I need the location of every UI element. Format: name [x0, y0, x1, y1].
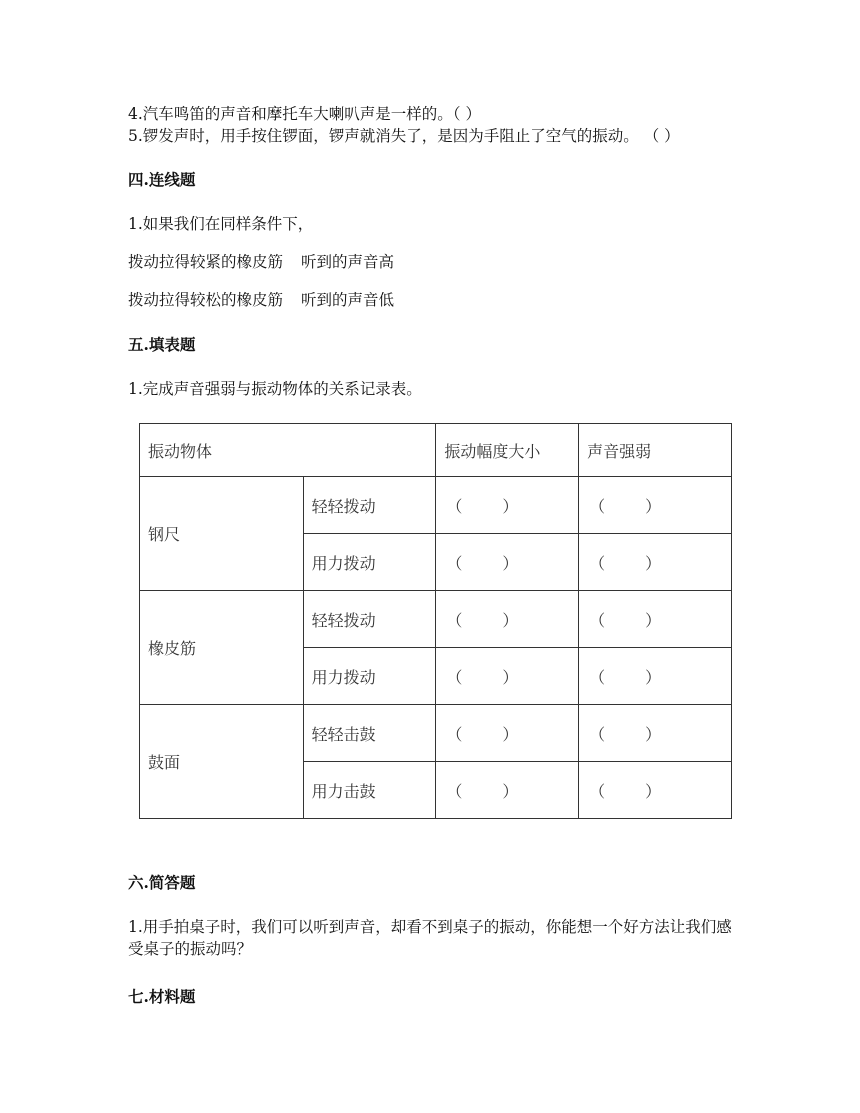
matching-pair-2-right: 听到的声音低	[301, 291, 395, 309]
header-object: 振动物体	[140, 424, 436, 477]
amplitude-blank[interactable]: （ ）	[436, 762, 579, 819]
amplitude-blank[interactable]: （ ）	[436, 705, 579, 762]
matching-pair-1-left: 拨动拉得较紧的橡皮筋	[128, 253, 284, 271]
question-judge-4: 4.汽车鸣笛的声音和摩托车大喇叭声是一样的。（ ）	[128, 105, 481, 123]
action-cell: 轻轻拨动	[303, 591, 436, 648]
matching-pair-1	[128, 251, 394, 273]
action-cell: 用力击鼓	[303, 762, 436, 819]
table-header-row	[140, 424, 732, 477]
amplitude-blank[interactable]: （ ）	[436, 648, 579, 705]
action-cell: 轻轻拨动	[303, 477, 436, 534]
object-cell: 钢尺	[140, 477, 304, 591]
table-row	[140, 705, 732, 762]
header-amplitude: 振动幅度大小	[436, 424, 579, 477]
loudness-blank[interactable]: （ ）	[579, 648, 732, 705]
loudness-blank[interactable]: （ ）	[579, 477, 732, 534]
section-heading-fill-table: 五.填表题	[128, 335, 196, 354]
table-row	[140, 591, 732, 648]
table-row	[140, 477, 732, 534]
loudness-blank[interactable]: （ ）	[579, 591, 732, 648]
loudness-blank[interactable]: （ ）	[579, 705, 732, 762]
action-cell: 用力拨动	[303, 648, 436, 705]
matching-question-1: 1.如果我们在同样条件下，	[128, 215, 314, 233]
record-table	[139, 423, 732, 819]
short-answer-question-1: 1.用手拍桌子时，我们可以听到声音，却看不到桌子的振动，你能想一个好方法让我们感受桌子的振动吗？	[128, 918, 732, 958]
fill-table-question-1: 1.完成声音强弱与振动物体的关系记录表。	[128, 380, 422, 398]
object-cell: 橡皮筋	[140, 591, 304, 705]
matching-pair-2-left: 拨动拉得较松的橡皮筋	[128, 291, 284, 309]
matching-pair-2	[128, 289, 394, 311]
amplitude-blank[interactable]: （ ）	[436, 591, 579, 648]
object-cell: 鼓面	[140, 705, 304, 819]
action-cell: 轻轻击鼓	[303, 705, 436, 762]
section-heading-matching: 四.连线题	[128, 170, 196, 189]
action-cell: 用力拨动	[303, 534, 436, 591]
section-heading-material: 七.材料题	[128, 987, 196, 1006]
matching-pair-1-right: 听到的声音高	[301, 253, 395, 271]
loudness-blank[interactable]: （ ）	[579, 762, 732, 819]
question-judge-5: 5.锣发声时，用手按住锣面，锣声就消失了，是因为手阻止了空气的振动。 （ ）	[128, 127, 680, 145]
section-heading-short-answer: 六.简答题	[128, 873, 196, 892]
amplitude-blank[interactable]: （ ）	[436, 477, 579, 534]
loudness-blank[interactable]: （ ）	[579, 534, 732, 591]
header-loudness: 声音强弱	[579, 424, 732, 477]
amplitude-blank[interactable]: （ ）	[436, 534, 579, 591]
